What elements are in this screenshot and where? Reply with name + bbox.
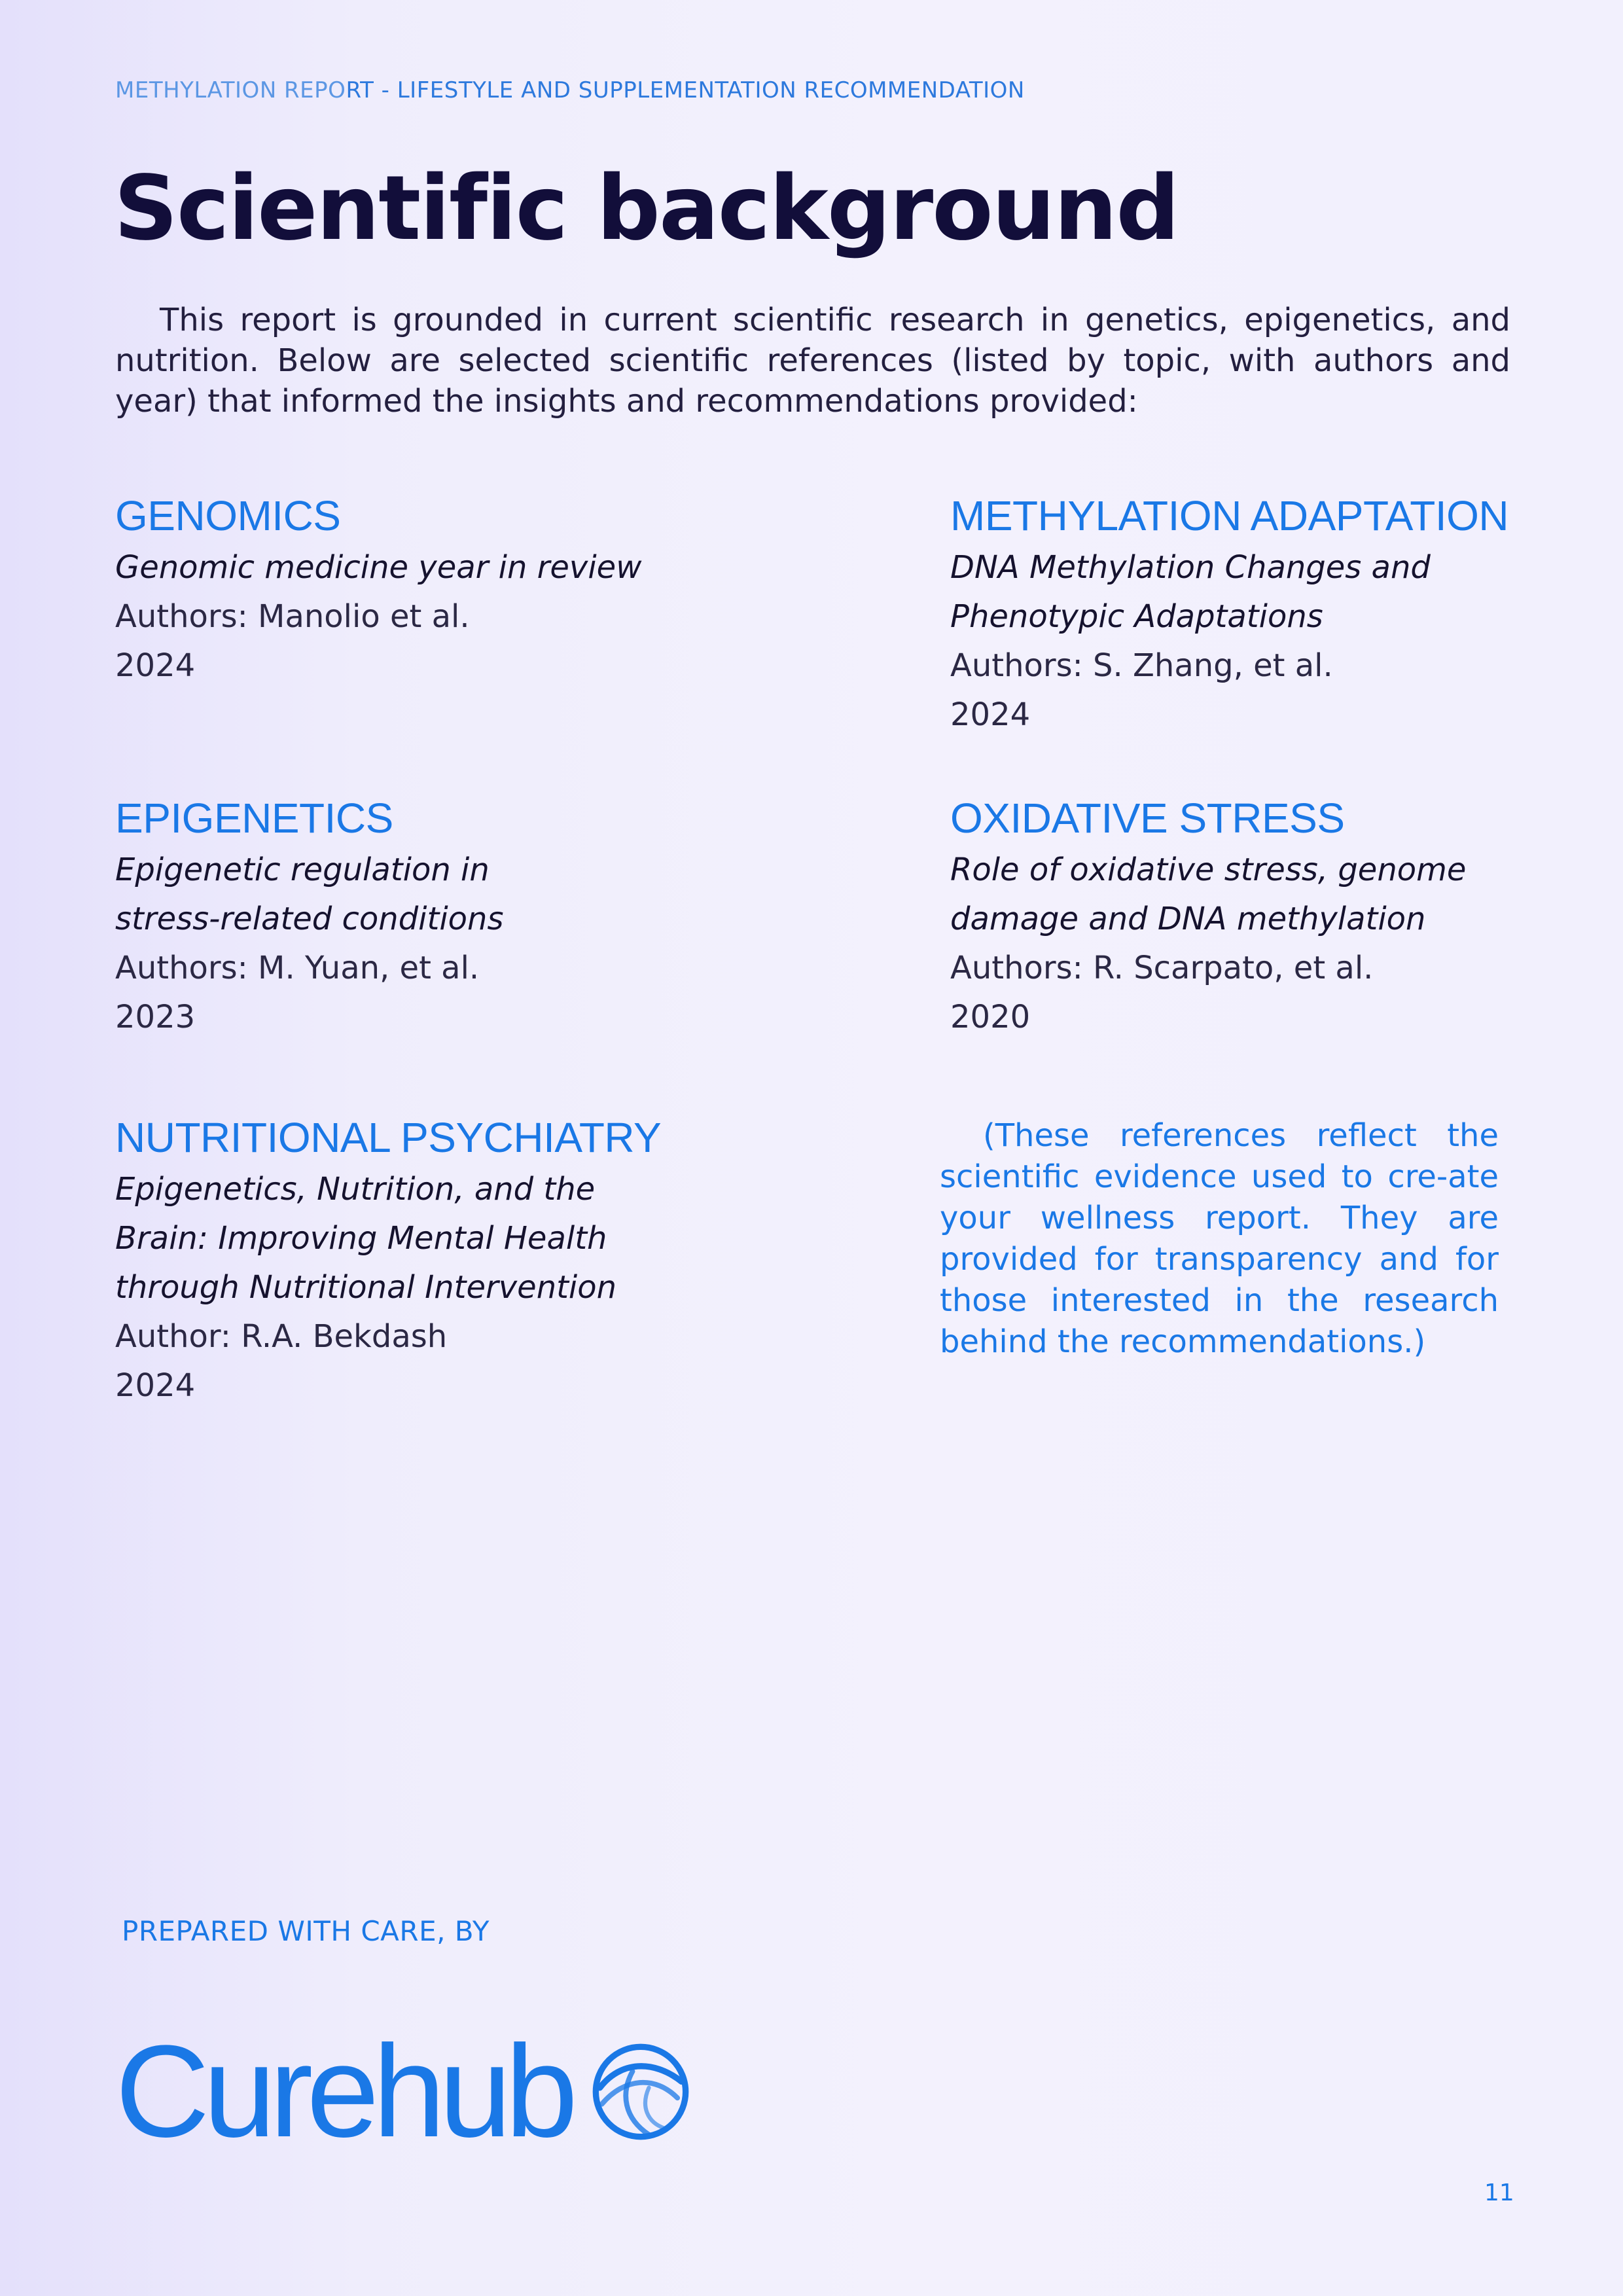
reference-genomics — [115, 488, 678, 691]
running-header — [115, 77, 1025, 103]
page-number: 11 — [1484, 2179, 1514, 2206]
references-note: (These references reflect the scientific evidence used to cre-ate your wellness report. They are provided for transparency and for those interested in the research behind the recommendations.) — [940, 1117, 1499, 1360]
reference-methylation-adaptation — [950, 488, 1513, 740]
reference-year: 2024 — [115, 647, 196, 684]
reference-topic: NUTRITIONAL PSYCHIATRY — [115, 1114, 662, 1161]
running-header-part1: METHYLATION REPO — [115, 77, 346, 103]
intro-paragraph: This report is grounded in current scientific research in genetics, epigenetics, and nutrition. Below are selected scientific references (listed by topic, with authors and year) that informed the insights and recommendations provided: — [115, 302, 1510, 420]
reference-oxidative-stress — [950, 791, 1513, 1042]
reference-nutritional-psychiatry — [115, 1110, 678, 1410]
prepared-by-label: PREPARED WITH CARE, BY — [122, 1915, 490, 1947]
reference-title: Role of oxidative stress, genome damage and DNA methylation — [950, 852, 1467, 937]
reference-year: 2024 — [950, 696, 1031, 733]
reference-authors: Authors: Manolio et al. — [115, 598, 470, 635]
reference-title: DNA Methylation Changes and Phenotypic Adaptations — [950, 549, 1431, 635]
reference-topic: OXIDATIVE STRESS — [950, 795, 1345, 842]
reference-year: 2020 — [950, 999, 1031, 1035]
reference-title: Genomic medicine year in review — [115, 549, 642, 586]
reference-epigenetics — [115, 791, 678, 1042]
running-header-part2: RT - LIFESTYLE AND SUPPLEMENTATION RECOMMENDATION — [346, 77, 1025, 103]
reference-authors: Author: R.A. Bekdash — [115, 1318, 448, 1355]
reference-topic: GENOMICS — [115, 492, 341, 539]
reference-authors: Authors: R. Scarpato, et al. — [950, 950, 1374, 986]
reference-topic: METHYLATION ADAPTATION — [950, 492, 1509, 539]
reference-topic: EPIGENETICS — [115, 795, 393, 842]
logo-wordmark: Curehub — [115, 2018, 572, 2164]
reference-title: Epigenetics, Nutrition, and the Brain: Improving Mental Health through Nutritional Intervention — [115, 1171, 617, 1306]
reference-year: 2023 — [115, 999, 196, 1035]
reference-year: 2024 — [115, 1367, 196, 1404]
curehub-logo — [115, 2018, 692, 2164]
reference-title: Epigenetic regulation in stress-related conditions — [115, 852, 504, 937]
reference-authors: Authors: M. Yuan, et al. — [115, 950, 480, 986]
reference-authors: Authors: S. Zhang, et al. — [950, 647, 1333, 684]
curehub-sphere-icon — [590, 2041, 692, 2143]
page-title: Scientific background — [114, 157, 1179, 260]
